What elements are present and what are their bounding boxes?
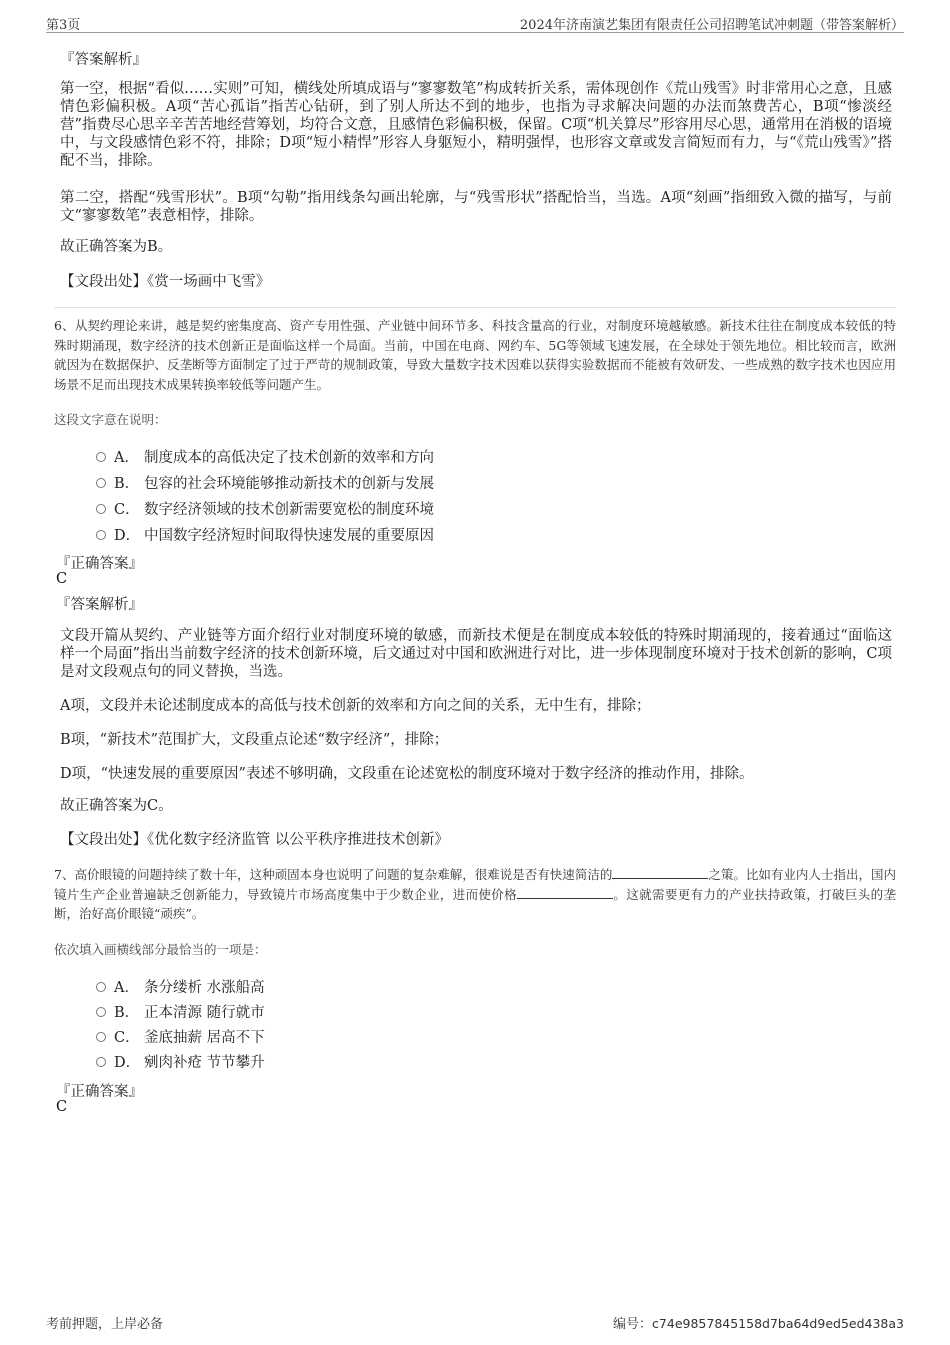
answer-label: 『正确答案』 — [56, 1084, 143, 1100]
radio-icon[interactable] — [96, 1032, 106, 1042]
question-text: 6、从契约理论来讲，越是契约密集度高、资产专用性强、产业链中间环节多、科技含量高的行业，对制度环境越敏感。新技术往往在制度成本较低的特殊时期涌现，数字经济的技术创新正是面临这样一个局面。当前，中国在电商、网约车、5G等领域飞速发展，在全球处于领先地位。相比较而言，欧洲就因为在数据保护、反垄断等方面制定了过于严苛的规制政策，导致大量数字技术因难以获得实验数据而不能被有效研发、一些成熟的数字技术也因应用场景不足而出现技术成果转换率较低等问题产生。 — [54, 318, 896, 392]
analysis-label: 『答案解析』 — [60, 52, 147, 68]
radio-icon[interactable] — [96, 504, 106, 514]
analysis-note: B项，“新技术”范围扩大，文段重点论述“数字经济”，排除； — [60, 732, 449, 748]
footer-slogan: 考前押题，上岸必备 — [46, 1317, 164, 1332]
analysis-label: 『答案解析』 — [56, 597, 143, 613]
option-b[interactable]: B． 包容的社会环境能够推动新技术的创新与发展 — [96, 472, 434, 492]
page-header — [46, 12, 904, 33]
question-text: 7、高价眼镜的问题持续了数十年，这种顽固本身也说明了问题的复杂难解，很难说是否有快速简洁的 之策。比如有业内人士指出，国内镜片生产企业普遍缺乏创新能力，导致镜片市场高度集中于少数企业，进而使价格 。这就需要更有力的产业扶持政策，打破巨头的垄断，治好高价眼镜“顽疾”。 — [54, 867, 896, 921]
analysis-note: D项，“快速发展的重要原因”表述不够明确，文段重在论述宽松的制度环境对于数字经济的推动作用，排除。 — [60, 766, 754, 782]
radio-icon[interactable] — [96, 982, 106, 992]
radio-icon[interactable] — [96, 452, 106, 462]
conclusion: 故正确答案为C。 — [60, 798, 173, 814]
divider — [54, 307, 896, 308]
answer-value: C — [56, 571, 68, 587]
analysis-paragraph: 第二空，搭配“残雪形状”。B项“勾勒”指用线条勾画出轮廓，与“残雪形状”搭配恰当，当选。A项“刻画”指细致入微的描写，与前文“寥寥数笔”表意相悖，排除。 — [60, 190, 892, 224]
option-d[interactable]: D． 剜肉补疮 节节攀升 — [96, 1051, 265, 1071]
option-a[interactable]: A． 制度成本的高低决定了技术创新的效率和方向 — [96, 446, 434, 466]
option-c[interactable]: C． 数字经济领域的技术创新需要宽松的制度环境 — [96, 498, 434, 518]
answer-label: 『正确答案』 — [56, 556, 143, 572]
option-d[interactable]: D． 中国数字经济短时间取得快速发展的重要原因 — [96, 524, 434, 544]
question-prompt: 这段文字意在说明： — [54, 412, 167, 427]
radio-icon[interactable] — [96, 1057, 106, 1067]
document-title: 2024年济南演艺集团有限责任公司招聘笔试冲刺题（带答案解析） — [519, 18, 904, 33]
analysis-note: A项，文段并未论述制度成本的高低与技术创新的效率和方向之间的关系，无中生有，排除； — [60, 698, 651, 714]
question-prompt: 依次填入画横线部分最恰当的一项是： — [54, 942, 267, 957]
source-citation: 【文段出处】《优化数字经济监管 以公平秩序推进技术创新》 — [60, 832, 449, 848]
analysis-paragraph: 文段开篇从契约、产业链等方面介绍行业对制度环境的敏感，而新技术便是在制度成本较低的特殊时期涌现的，接着通过“面临这样一个局面”指出当前数字经济的技术创新环境，后文通过对中国和欧洲进行对比，进一步体现制度环境对于技术创新的影响，C项是对文段观点句的同义替换，当选。 — [60, 628, 892, 680]
answer-value: C — [56, 1099, 68, 1115]
radio-icon[interactable] — [96, 478, 106, 488]
fill-blank — [612, 866, 708, 879]
option-c[interactable]: C． 釜底抽薪 居高不下 — [96, 1026, 265, 1046]
fill-blank — [517, 886, 613, 899]
document-code: 编号：c74e9857845158d7ba64d9ed5ed438a3 — [613, 1316, 904, 1332]
option-b[interactable]: B． 正本清源 随行就市 — [96, 1001, 265, 1021]
option-a[interactable]: A． 条分缕析 水涨船高 — [96, 976, 265, 996]
radio-icon[interactable] — [96, 1007, 106, 1017]
page-number: 第3页 — [46, 18, 81, 33]
analysis-paragraph: 第一空，根据“看似……实则”可知，横线处所填成语与“寥寥数笔”构成转折关系，需体现创作《荒山残雪》时非常用心之意，且感情色彩偏积极。A项“苦心孤诣”指苦心钻研，到了别人所达不到的地步，也指为寻求解决问题的办法而煞费苦心，B项“惨淡经营”指费尽心思辛辛苦苦地经营筹划，均符合文意，且感情色彩偏积极，保留。C项“机关算尽”形容用尽心思，通常用在消极的语境中，与文段感情色彩不符，排除；D项“短小精悍”形容人身躯短小，精明强悍，也形容文章或发言简短而有力，与“《荒山残雪》”搭配不当，排除。 — [60, 81, 892, 169]
conclusion: 故正确答案为B。 — [60, 239, 173, 255]
source-citation: 【文段出处】《赏一场画中飞雪》 — [60, 274, 271, 290]
radio-icon[interactable] — [96, 530, 106, 540]
